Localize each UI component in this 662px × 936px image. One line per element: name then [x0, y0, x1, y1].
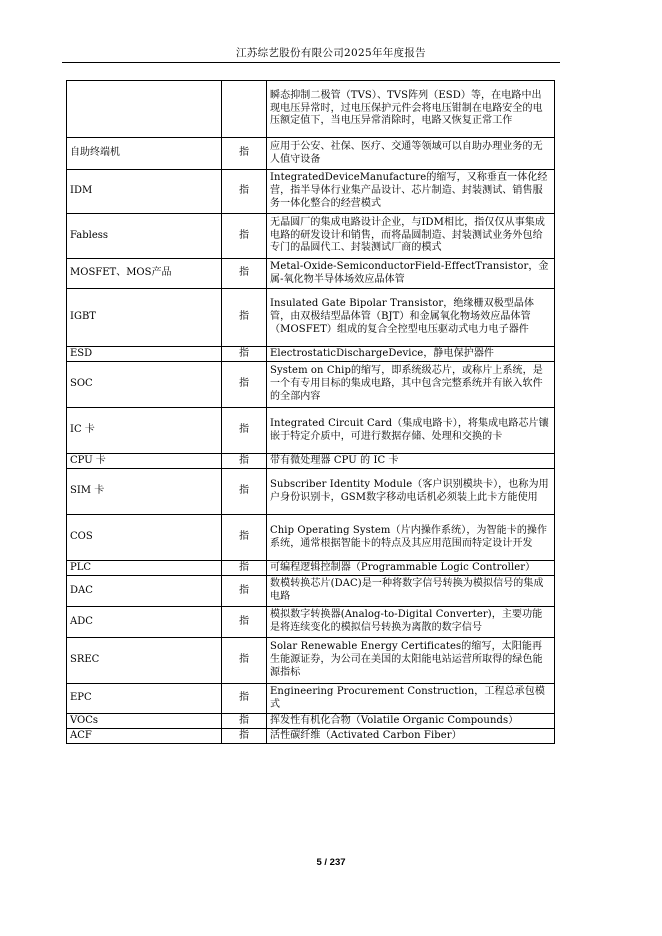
term-cell: ESD [67, 347, 222, 362]
definition-cell: Insulated Gate Bipolar Transistor，绝缘栅双极型晶体管，由双极结型晶体管（BJT）和金属氧化物场效应晶体管（MOSFET）组成的复合全控型电压驱动式电力电子器件 [267, 289, 555, 347]
refers-mark [222, 81, 267, 138]
term-cell: ACF [67, 729, 222, 744]
table-row [67, 289, 555, 347]
table-row [67, 638, 555, 684]
definition-cell: Integrated Circuit Card（集成电路卡），将集成电路芯片镶嵌于特定介质中，可进行数据存储、处理和交换的卡 [267, 408, 555, 454]
definition-cell: 挥发性有机化合物（Volatile Organic Compounds） [267, 714, 555, 729]
term-cell: MOSFET、MOS产品 [67, 259, 222, 289]
definition-cell: Chip Operating System（片内操作系统），为智能卡的操作系统，通常根据智能卡的特点及其应用范围而特定设计开发 [267, 515, 555, 561]
term-cell: SIM 卡 [67, 469, 222, 515]
refers-mark: 指 [222, 729, 267, 744]
definition-cell: Engineering Procurement Construction，工程总承包模式 [267, 684, 555, 714]
definition-cell: 瞬态抑制二极管（TVS）、TVS阵列（ESD）等，在电路中出现电压异常时，过电压保护元件会将电压钳制在电路安全的电压额定值下，当电压异常消除时，电路又恢复正常工作 [267, 81, 555, 138]
definition-cell: IntegratedDeviceManufacture的缩写，又称垂直一体化经营，指半导体行业集产品设计、芯片制造、封装测试、销售服务一体化整合的经营模式 [267, 170, 555, 214]
table-row [67, 729, 555, 744]
refers-mark: 指 [222, 347, 267, 362]
refers-mark: 指 [222, 469, 267, 515]
table-row [67, 259, 555, 289]
report-header: 江苏综艺股份有限公司2025年年度报告 [236, 47, 426, 59]
term-cell: DAC [67, 576, 222, 607]
table-row [67, 347, 555, 362]
definition-cell: Metal-Oxide-SemiconductorField-EffectTransistor，金属-氧化物半导体场效应晶体管 [267, 259, 555, 289]
definition-cell: ElectrostaticDischargeDevice，静电保护器件 [267, 347, 555, 362]
term-cell: CPU 卡 [67, 454, 222, 469]
definition-cell: 模拟数字转换器(Analog-to-Digital Converter)，主要功能是将连续变化的模拟信号转换为离散的数字信号 [267, 607, 555, 638]
term-cell: EPC [67, 684, 222, 714]
definition-cell: 数模转换芯片(DAC)是一种将数字信号转换为模拟信号的集成电路 [267, 576, 555, 607]
table-row [67, 170, 555, 214]
term-cell: VOCs [67, 714, 222, 729]
definition-cell: 应用于公安、社保、医疗、交通等领域可以自助办理业务的无人值守设备 [267, 138, 555, 170]
table-row [67, 684, 555, 714]
page-number: 5 / 237 [316, 857, 346, 868]
refers-mark: 指 [222, 454, 267, 469]
definition-cell: 可编程逻辑控制器（Programmable Logic Controller） [267, 561, 555, 576]
table-row [67, 81, 555, 138]
definition-cell: Subscriber Identity Module（客户识别模块卡），也称为用户身份识别卡，GSM数字移动电话机必须装上此卡方能使用 [267, 469, 555, 515]
refers-mark: 指 [222, 138, 267, 170]
definition-cell: Solar Renewable Energy Certificates的缩写，太阳能再生能源证券，为公司在美国的太阳能电站运营所取得的绿色能源指标 [267, 638, 555, 684]
refers-mark: 指 [222, 684, 267, 714]
refers-mark: 指 [222, 362, 267, 408]
table-row [67, 454, 555, 469]
refers-mark: 指 [222, 170, 267, 214]
table-row [67, 408, 555, 454]
term-cell: SREC [67, 638, 222, 684]
refers-mark: 指 [222, 576, 267, 607]
term-cell: IDM [67, 170, 222, 214]
refers-mark: 指 [222, 638, 267, 684]
refers-mark: 指 [222, 289, 267, 347]
definition-cell: 无晶圆厂的集成电路设计企业，与IDM相比，指仅仅从事集成电路的研发设计和销售，而将晶圆制造、封装测试业务外包给专门的晶圆代工、封装测试厂商的模式 [267, 214, 555, 259]
definitions-table [66, 80, 555, 744]
term-cell: 自助终端机 [67, 138, 222, 170]
term-cell: COS [67, 515, 222, 561]
term-cell: ADC [67, 607, 222, 638]
table-row [67, 138, 555, 170]
refers-mark: 指 [222, 515, 267, 561]
term-cell: PLC [67, 561, 222, 576]
definition-cell: System on Chip的缩写，即系统级芯片，或称片上系统，是一个有专用目标的集成电路，其中包含完整系统并有嵌入软件的全部内容 [267, 362, 555, 408]
table-row [67, 214, 555, 259]
refers-mark: 指 [222, 714, 267, 729]
table-row [67, 362, 555, 408]
table-row [67, 576, 555, 607]
term-cell: IC 卡 [67, 408, 222, 454]
table-row [67, 607, 555, 638]
term-cell: IGBT [67, 289, 222, 347]
refers-mark: 指 [222, 408, 267, 454]
term-cell [67, 81, 222, 138]
table-row [67, 469, 555, 515]
refers-mark: 指 [222, 607, 267, 638]
definition-cell: 带有微处理器 CPU 的 IC 卡 [267, 454, 555, 469]
refers-mark: 指 [222, 259, 267, 289]
refers-mark: 指 [222, 214, 267, 259]
term-cell: SOC [67, 362, 222, 408]
refers-mark: 指 [222, 561, 267, 576]
table-row [67, 561, 555, 576]
table-row [67, 515, 555, 561]
header-divider [62, 62, 560, 63]
table-row [67, 714, 555, 729]
definition-cell: 活性碳纤维（Activated Carbon Fiber） [267, 729, 555, 744]
term-cell: Fabless [67, 214, 222, 259]
